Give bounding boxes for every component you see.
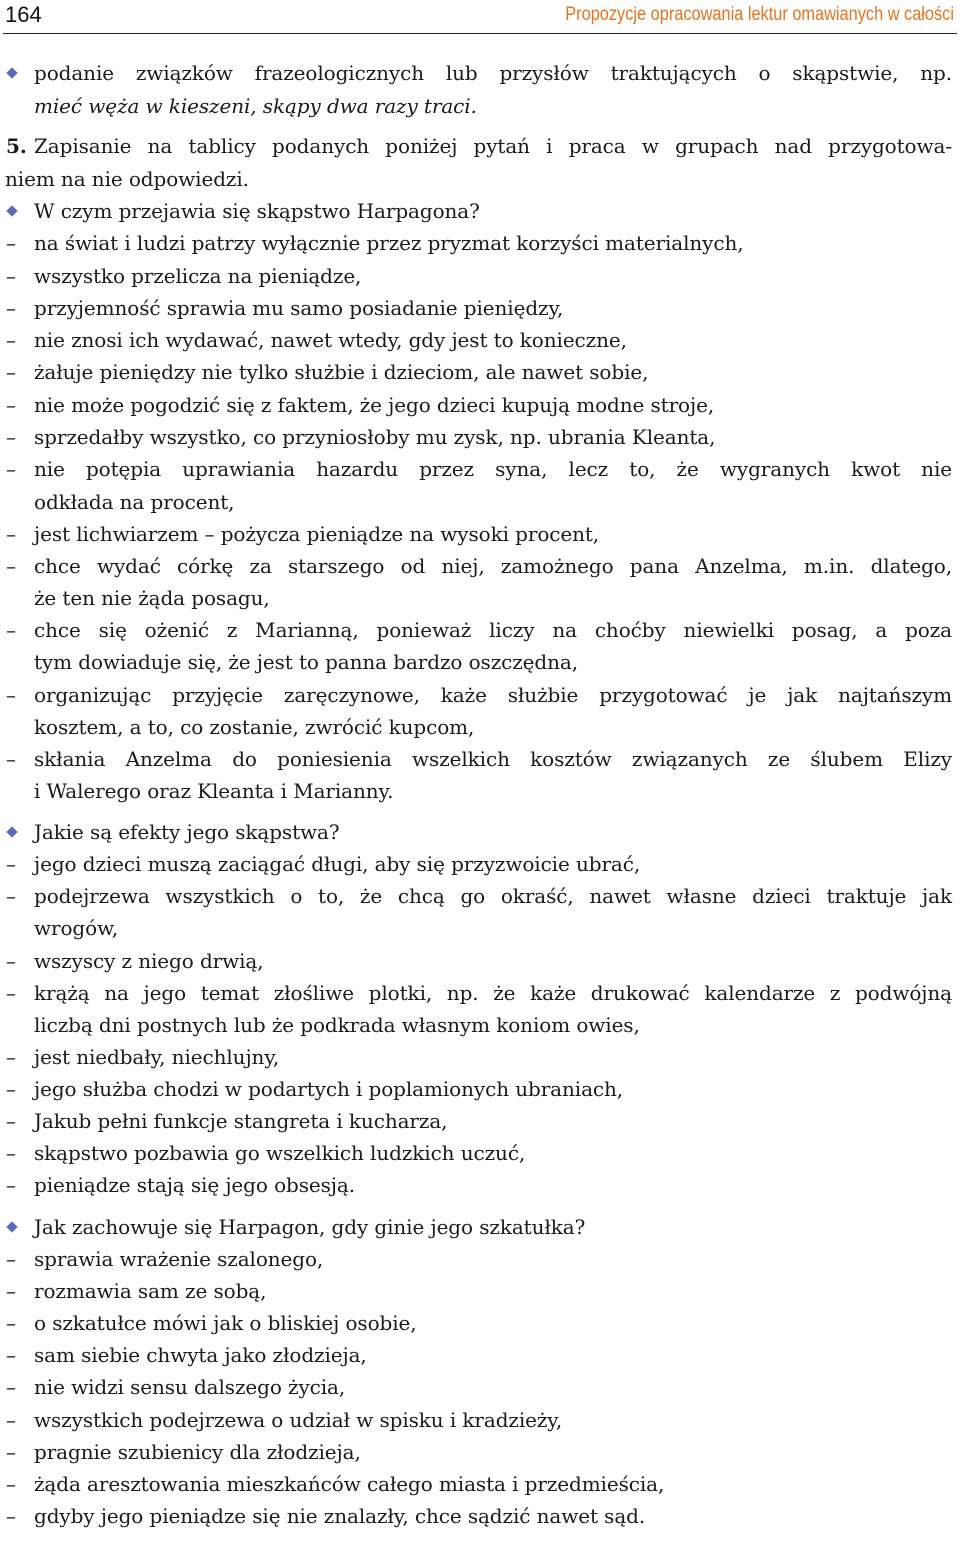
dash-bullet: – [6,360,16,384]
line-text: na świat i ludzi patrzy wyłącznie przez pryzmat korzyści materialnych, [34,231,744,255]
running-title: Propozycje opracowania lektur omawianych w całości [565,4,954,25]
line-text: wrogów, [34,916,118,940]
line-text: mieć węża w kieszeni, skąpy dwa razy traci. [34,94,477,118]
dash-bullet: – [6,1343,16,1367]
line-text: nie potępia uprawiania hazardu przez syna, lecz to, że wygranych kwot nie [34,457,952,481]
diamond-bullet-icon [6,205,17,216]
dash-bullet: – [6,1375,16,1399]
line-text: organizując przyjęcie zaręczynowe, każe służbie przygotować je jak najtańszym [34,683,952,707]
dash-bullet: – [6,522,16,546]
dash-bullet: – [6,1109,16,1133]
line-text: odkłada na procent, [34,490,235,514]
diamond-bullet-icon [6,67,17,78]
dash-bullet: – [6,1173,16,1197]
line-text: liczbą dni postnych lub że podkrada własnym koniom owies, [34,1013,640,1037]
dash-bullet: – [6,1247,16,1271]
line-text: gdyby jego pieniądze się nie znalazły, chce sądzić nawet sąd. [34,1504,646,1528]
line-text: żąda aresztowania mieszkańców całego miasta i przedmieścia, [34,1472,665,1496]
line-text: krążą na jego temat złośliwe plotki, np. że każe drukować kalendarze z podwójną [34,981,952,1005]
line-text: przyjemność sprawia mu samo posiadanie pieniędzy, [34,296,564,320]
dash-bullet: – [6,1311,16,1335]
line-text: tym dowiaduje się, że jest to panna bardzo oszczędna, [34,650,578,674]
line-text: niem na nie odpowiedzi. [5,167,249,191]
dash-bullet: – [6,296,16,320]
line-text: wszystkich podejrzewa o udział w spisku i kradzieży, [34,1408,563,1432]
line-text: i Walerego oraz Kleanta i Marianny. [34,779,394,803]
dash-bullet: – [6,852,16,876]
dash-bullet: – [6,683,16,707]
line-text: skłania Anzelma do poniesienia wszelkich kosztów związanych ze ślubem Elizy [34,747,952,771]
dash-bullet: – [6,1279,16,1303]
dash-bullet: – [6,1504,16,1528]
dash-bullet: – [6,425,16,449]
section-number: 5. [6,134,27,158]
line-text: chce się ożenić z Marianną, ponieważ liczy na choćby niewielki posag, a poza [34,618,952,642]
line-text: W czym przejawia się skąpstwo Harpagona? [34,199,480,223]
line-text: nie widzi sensu dalszego życia, [34,1375,346,1399]
dash-bullet: – [6,1141,16,1165]
header-rule [3,33,957,34]
line-text: nie może pogodzić się z faktem, że jego dzieci kupują modne stroje, [34,393,715,417]
line-text: jest niedbały, niechlujny, [34,1045,280,1069]
line-text: rozmawia sam ze sobą, [34,1279,267,1303]
dash-bullet: – [6,1440,16,1464]
dash-bullet: – [6,264,16,288]
dash-bullet: – [6,747,16,771]
line-text: Zapisanie na tablicy podanych poniżej pytań i praca w grupach nad przygotowa- [34,134,952,158]
line-text: wszystko przelicza na pieniądze, [34,264,362,288]
dash-bullet: – [6,1045,16,1069]
line-text: pieniądze stają się jego obsesją. [34,1173,355,1197]
dash-bullet: – [6,1077,16,1101]
line-text: chce wydać córkę za starszego od niej, zamożnego pana Anzelma, m.in. dlatego, [34,554,952,578]
line-text: że ten nie żąda posagu, [34,586,270,610]
dash-bullet: – [6,1472,16,1496]
line-text: jego dzieci muszą zaciągać długi, aby się przyzwoicie ubrać, [34,852,641,876]
line-text: skąpstwo pozbawia go wszelkich ludzkich uczuć, [34,1141,526,1165]
line-text: jest lichwiarzem – pożycza pieniądze na wysoki procent, [34,522,600,546]
dash-bullet: – [6,554,16,578]
dash-bullet: – [6,949,16,973]
diamond-bullet-icon [6,1221,17,1232]
line-text: podanie związków frazeologicznych lub przysłów traktujących o skąpstwie, np. [34,61,952,85]
line-text: Jak zachowuje się Harpagon, gdy ginie jego szkatułka? [34,1215,586,1239]
line-text: jego służba chodzi w podartych i poplamionych ubraniach, [34,1077,624,1101]
line-text: Jakie są efekty jego skąpstwa? [34,820,340,844]
line-text: kosztem, a to, co zostanie, zwrócić kupcom, [34,715,475,739]
dash-bullet: – [6,618,16,642]
line-text: żałuje pieniędzy nie tylko służbie i dzieciom, ale nawet sobie, [34,360,649,384]
dash-bullet: – [6,393,16,417]
diamond-bullet-icon [6,826,17,837]
line-text: podejrzewa wszystkich o to, że chcą go okraść, nawet własne dzieci traktuje jak [34,884,952,908]
dash-bullet: – [6,884,16,908]
line-text: sprzedałby wszystko, co przyniosłoby mu zysk, np. ubrania Kleanta, [34,425,716,449]
dash-bullet: – [6,981,16,1005]
line-text: sprawia wrażenie szalonego, [34,1247,324,1271]
dash-bullet: – [6,457,16,481]
line-text: nie znosi ich wydawać, nawet wtedy, gdy jest to konieczne, [34,328,627,352]
page-number: 164 [5,2,42,27]
line-text: o szkatułce mówi jak o bliskiej osobie, [34,1311,417,1335]
dash-bullet: – [6,1408,16,1432]
line-text: sam siebie chwyta jako złodzieja, [34,1343,367,1367]
line-text: Jakub pełni funkcje stangreta i kucharza, [34,1109,448,1133]
page-header [0,0,960,34]
line-text: wszyscy z niego drwią, [34,949,264,973]
dash-bullet: – [6,328,16,352]
line-text: pragnie szubienicy dla złodzieja, [34,1440,361,1464]
dash-bullet: – [6,231,16,255]
